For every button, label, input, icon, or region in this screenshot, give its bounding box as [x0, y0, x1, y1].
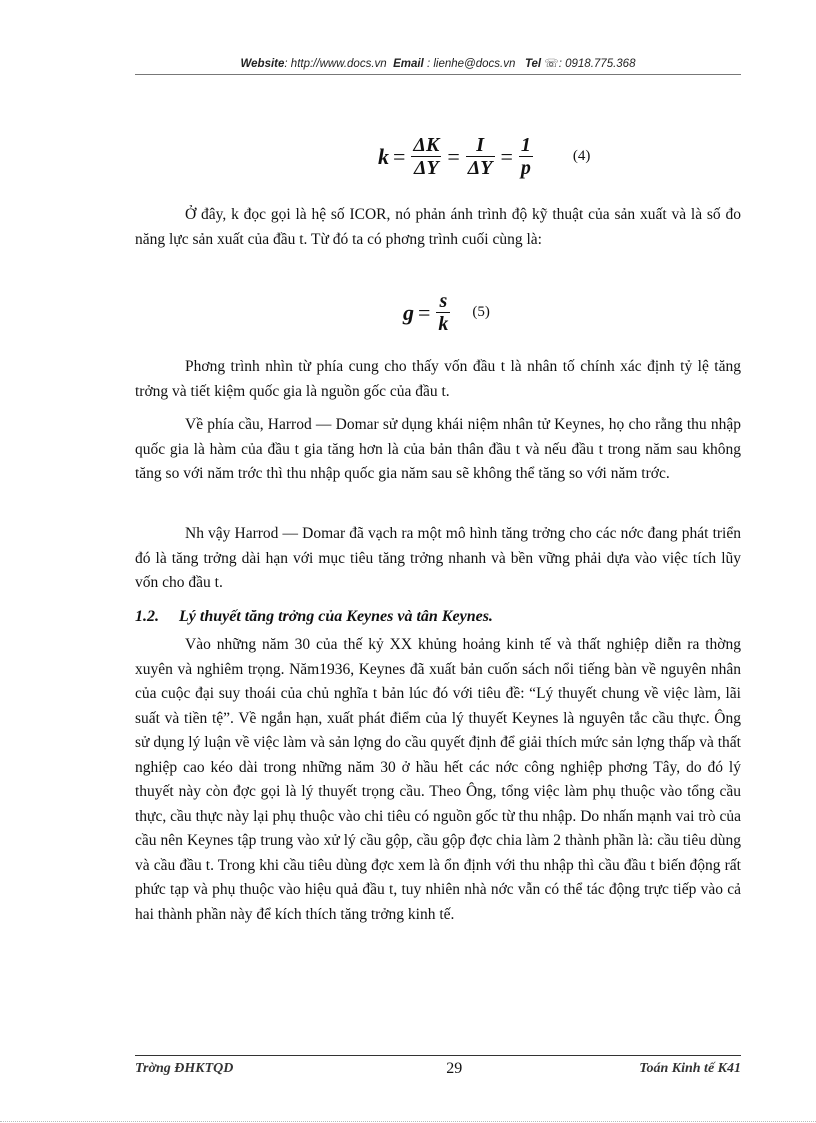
eq5-number: (5)	[472, 304, 490, 320]
eq4-fraction-2	[466, 134, 495, 179]
section-heading	[135, 608, 741, 626]
page-header	[135, 56, 741, 70]
paragraph-2: Phơng trình nhìn từ phía cung cho thấy vốn đầu t là nhân tố chính xác định tỷ lệ tăng trởng và tiết kiệm quốc gia là nguồn gốc của đầu t.	[135, 358, 741, 400]
eq4-equals-2: =	[447, 143, 460, 169]
eq5-numerator: s	[439, 290, 448, 312]
eq5-denominator: k	[438, 313, 449, 335]
email-value: : lienhe@docs.vn	[426, 58, 516, 70]
page-number: 29	[446, 1060, 463, 1077]
eq4-frac2-numerator: I	[476, 134, 485, 156]
eq4-frac3-denominator: p	[520, 157, 531, 179]
eq4-fraction-1	[411, 134, 441, 179]
tel-value: : 0918.775.368	[558, 58, 636, 70]
equation-5	[403, 290, 490, 335]
page-footer	[135, 1060, 741, 1078]
footer-school: Trờng ĐHKTQD	[135, 1061, 234, 1076]
footer-class: Toán Kinh tế K41	[639, 1061, 741, 1076]
eq4-frac1-numerator: ΔK	[413, 134, 440, 156]
paragraph-1: Ở đây, k đọc gọi là hệ số ICOR, nó phản ánh trình độ kỹ thuật của sản xuất và là số đo năng lực sản xuất của đầu t. Từ đó ta có phơng trình cuối cùng là:	[135, 206, 741, 248]
eq5-lhs: g	[403, 299, 414, 325]
website-value: : http://www.docs.vn	[284, 58, 387, 70]
paragraph-5: Vào những năm 30 của thế kỷ XX khủng hoảng kinh tế và thất nghiệp diễn ra thờng xuyên và nghiêm trọng. Năm1936, Keynes đã xuất bản cuốn sách nổi tiếng bàn về nguyên nhân của cuộc đại suy thoái của chủ nghĩa t bản lúc đó với tiêu đề: “Lý thuyết chung về việc làm, lãi suất và tiền tệ”. Về ngắn hạn, xuất phát điểm của lý thuyết Keynes là nguyên tắc cầu thực. Ông sử dụng lý luận về việc làm và sản lợng do cầu quyết định để giải thích mức sản lợng thấp và thất nghiệp cao kéo dài trong những năm 30 ở hầu hết các nớc công nghiệp phơng Tây, do đó lý thuyết này còn đợc gọi là lý thuyết trọng cầu. Theo Ông, tổng việc làm phụ thuộc vào tổng cầu thực, cầu thực này lại phụ thuộc vào chi tiêu có nguồn gốc từ thu nhập. Do nhấn mạnh vai trò của cầu nên Keynes tập trung vào xử lý cầu gộp, cầu gộp đợc chia làm 2 thành phần là: cầu tiêu dùng và cầu đầu t. Trong khi cầu tiêu dùng đợc xem là ổn định với thu nhập thì cầu đầu t biến động rất phức tạp và phụ thuộc vào hiệu quả đầu t, tuy nhiên nhà nớc vẫn có thể tác động trực tiếp vào cả hai thành phần này để kích thích tăng trởng kinh tế.	[135, 636, 741, 923]
paragraph-4: Nh vậy Harrod — Domar đã vạch ra một mô hình tăng trởng cho các nớc đang phát triển đó là tăng trởng dài hạn với mục tiêu tăng trởng nhanh và bền vững phải dựa vào việc tích lũy vốn cho đầu t.	[135, 525, 741, 591]
eq4-lhs: k	[378, 143, 389, 169]
eq4-equals-1: =	[393, 143, 406, 169]
page-bottom-border	[0, 1121, 816, 1122]
eq4-frac3-numerator: 1	[520, 134, 531, 156]
eq5-equals: =	[418, 299, 431, 325]
header-rule	[135, 74, 741, 75]
section-title: Lý thuyết tăng trởng của Keynes và tân Keynes.	[179, 608, 493, 625]
section-number: 1.2.	[135, 608, 159, 625]
email-label: Email	[393, 58, 424, 70]
eq4-equals-3: =	[500, 143, 513, 169]
website-label: Website	[240, 58, 285, 70]
eq4-fraction-3	[519, 134, 533, 179]
eq4-frac1-denominator: ΔY	[413, 157, 439, 179]
eq4-frac2-denominator: ΔY	[467, 157, 493, 179]
eq5-fraction	[436, 290, 450, 335]
eq4-number: (4)	[572, 148, 591, 164]
tel-label: Tel	[524, 58, 542, 70]
equation-4	[378, 134, 590, 179]
phone-icon: ☏	[544, 58, 559, 70]
footer-rule	[135, 1055, 741, 1056]
paragraph-3: Về phía cầu, Harrod — Domar sử dụng khái niệm nhân tử Keynes, họ cho rằng thu nhập quốc gia là hàm của đầu t gia tăng hơn là của bản thân đầu t và nếu đầu t trong năm sau không tăng so với năm trớc thì thu nhập quốc gia năm sau sẽ không thể tăng so với năm trớc.	[135, 416, 741, 482]
